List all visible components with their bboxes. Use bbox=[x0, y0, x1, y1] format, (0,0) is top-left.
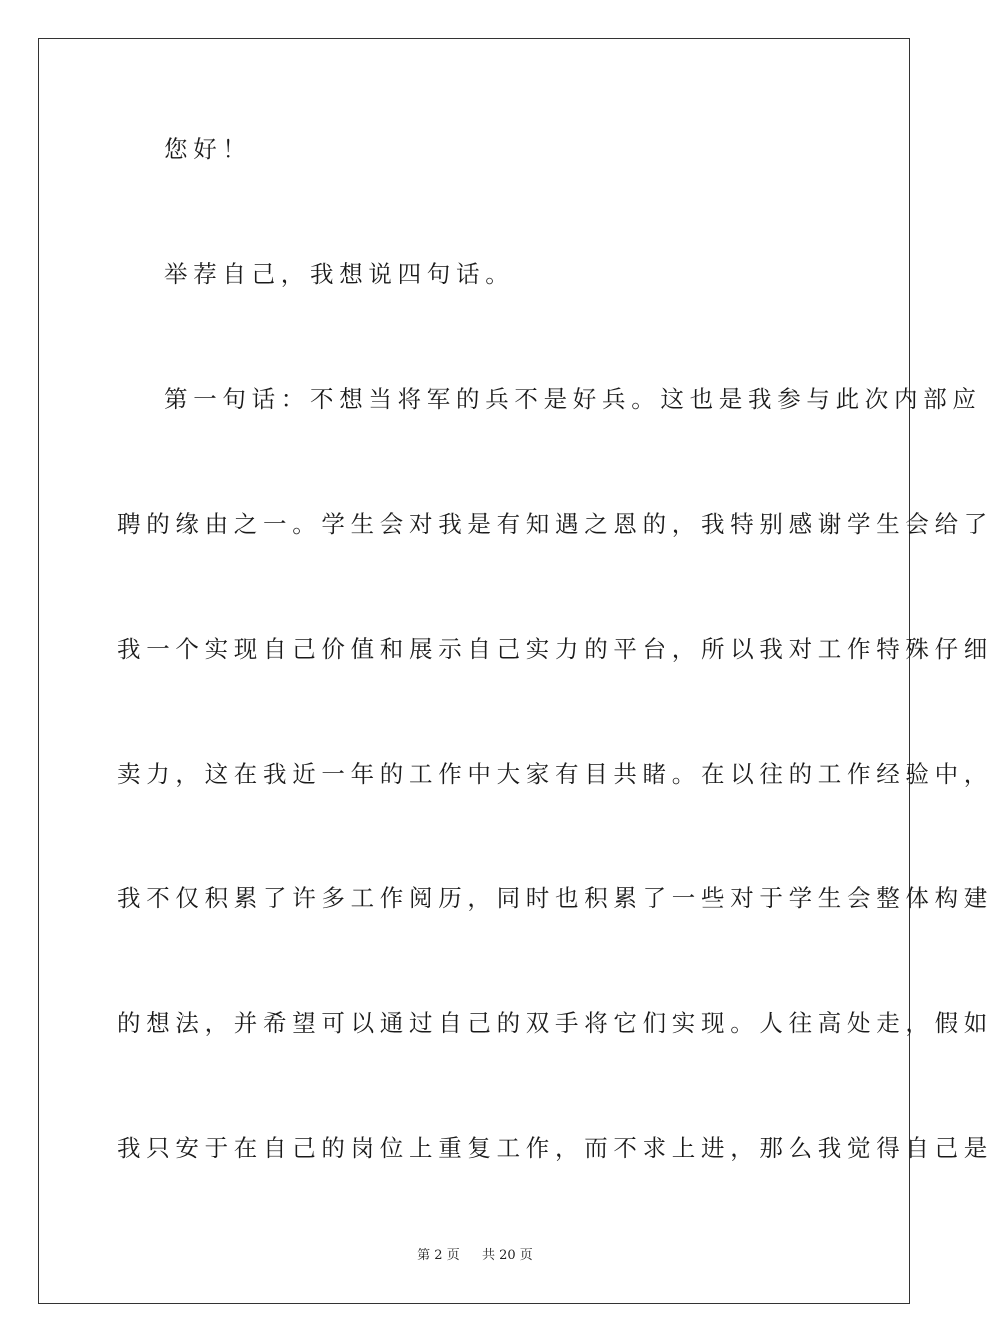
paragraph-line: 第一句话：不想当将军的兵不是好兵。这也是我参与此次内部应 bbox=[164, 385, 982, 413]
page-number: 第 2 页 bbox=[417, 1248, 460, 1263]
page-border bbox=[38, 38, 993, 1304]
paragraph-line: 我一个实现自己价值和展示自己实力的平台，所以我对工作特殊仔细 bbox=[117, 635, 993, 663]
paragraph-line: 我不仅积累了许多工作阅历，同时也积累了一些对于学生会整体构建 bbox=[117, 884, 993, 912]
page-footer bbox=[0, 1247, 950, 1265]
page-total: 共 20 页 bbox=[482, 1248, 533, 1263]
paragraph-line: 我只安于在自己的岗位上重复工作，而不求上进，那么我觉得自己是 bbox=[117, 1134, 993, 1162]
paragraph-line: 举荐自己，我想说四句话。 bbox=[164, 260, 515, 288]
paragraph-line: 的想法，并希望可以通过自己的双手将它们实现。人往高处走，假如 bbox=[117, 1009, 993, 1037]
greeting-line: 您好！ bbox=[164, 135, 252, 163]
paragraph-line: 卖力，这在我近一年的工作中大家有目共睹。在以往的工作经验中， bbox=[117, 760, 993, 788]
paragraph-line: 聘的缘由之一。学生会对我是有知遇之恩的，我特别感谢学生会给了 bbox=[117, 510, 993, 538]
